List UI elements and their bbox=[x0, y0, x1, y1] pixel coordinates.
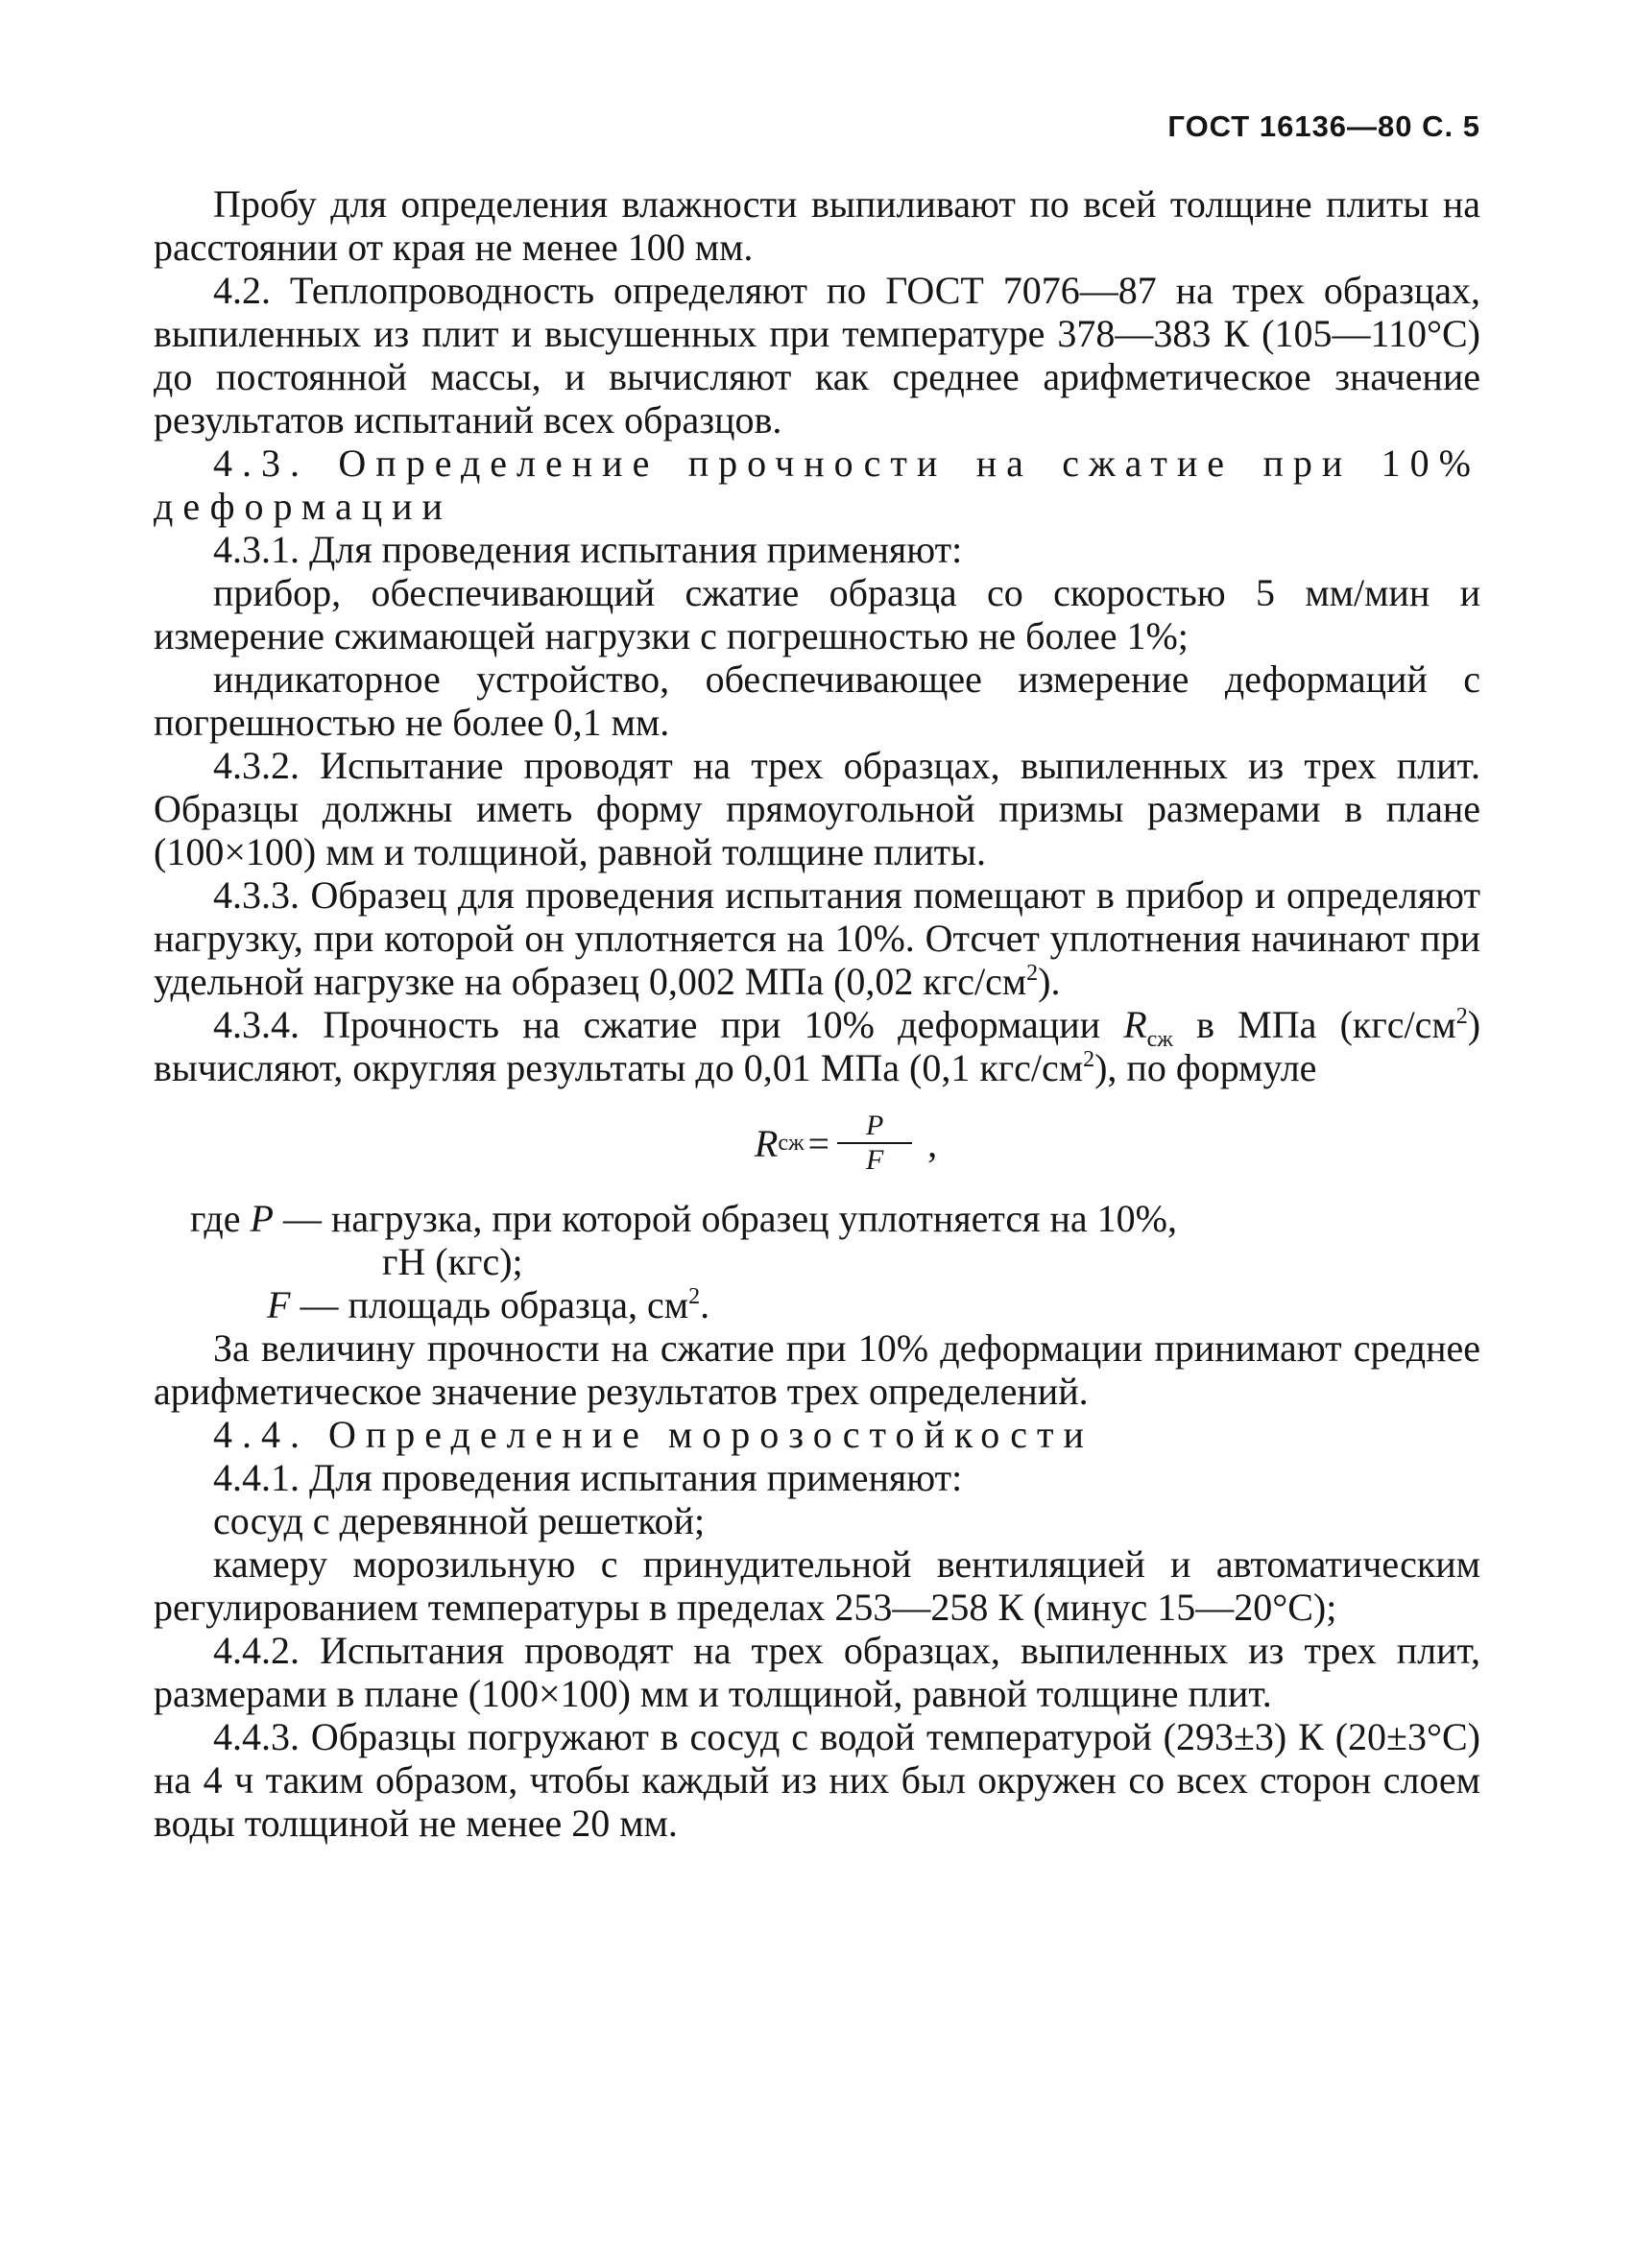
paragraph-result: За величину прочности на сжатие при 10% деформации принимают среднее арифметическое значение результатов трех определений. bbox=[154, 1326, 1480, 1413]
list-item-device: прибор, обеспечивающий сжатие образца со скоростью 5 мм/мин и измерение сжимающей нагрузки с погрешностью не более 1%; bbox=[154, 571, 1480, 657]
page-header: ГОСТ 16136—80 С. 5 bbox=[1167, 109, 1480, 143]
paragraph-4-3-3: 4.3.3. Образец для проведения испытания помещают в прибор и определяют нагрузку, при которой он уплотняется на 10%. Отсчет уплотнения начинают при удельной нагрузке на образец 0,002 МПа (0,02 кгс/$см^2$). bbox=[154, 873, 1480, 1003]
paragraph-4-4-2: 4.4.2. Испытания проводят на трех образцах, выпиленных из трех плит, размерами в плане (100×100) мм и толщиной, равной толщине плит. bbox=[154, 1629, 1480, 1715]
where-p-units: гН (кгс); bbox=[382, 1240, 523, 1283]
formula-equals: = bbox=[807, 1121, 830, 1165]
where-f-definition: F — площадь образца, $см^2$. bbox=[267, 1283, 710, 1326]
formula-strength: R сж = $\frac{P}{F}$ , bbox=[754, 1110, 938, 1176]
list-item-indicator: индикаторное устройство, обеспечивающее измерение деформаций с погрешностью не более 0,1 мм. bbox=[154, 657, 1480, 744]
section-heading-4-3: 4.3. Определение прочности на сжатие при 10% деформации bbox=[154, 442, 1480, 528]
list-item-vessel: сосуд с деревянной решеткой; bbox=[213, 1499, 706, 1542]
paragraph-4-3-1: 4.3.1. Для проведения испытания применяют: bbox=[213, 528, 963, 571]
formula-tail: , bbox=[927, 1121, 938, 1165]
paragraph-4-4-1: 4.4.1. Для проведения испытания применяют: bbox=[213, 1456, 963, 1499]
paragraph-4-2: 4.2. Теплопроводность определяют по ГОСТ 7076—87 на трех образцах, выпиленных из плит и высушенных при температуре 378—383 К (105—110°С) до постоянной массы, и вычисляют как среднее арифметическое значение результатов испытаний всех образцов. bbox=[154, 269, 1480, 442]
paragraph-sample-moisture: Пробу для определения влажности выпиливают по всей толщине плиты на расстоянии от края не менее 100 мм. bbox=[154, 182, 1480, 269]
paragraph-4-3-2: 4.3.2. Испытание проводят на трех образцах, выпиленных из трех плит. Образцы должны иметь форму прямоугольной призмы размерами в плане (100×100) мм и толщиной, равной толщине плиты. bbox=[154, 744, 1480, 873]
formula-numerator: P bbox=[865, 1110, 884, 1141]
list-item-freezer: камеру морозильную с принудительной вентиляцией и автоматическим регулированием температуры в пределах 253—258 К (минус 15—20°С); bbox=[154, 1542, 1480, 1629]
paragraph-4-3-4: 4.3.4. Прочность на сжатие при 10% деформации $R_{сж}$ в МПа $(кгс/см^2)$ вычисляют, округляя результаты до 0,01 МПа (0,1 кгс/$см^2$), по формуле bbox=[154, 1003, 1481, 1089]
section-heading-4-4: 4.4. Определение морозостойкости bbox=[213, 1413, 1093, 1456]
paragraph-4-4-3: 4.4.3. Образцы погружают в сосуд с водой температурой (293±3) К (20±3°С) на 4 ч таким образом, чтобы каждый из них был окружен со всех сторон слоем воды толщиной не менее 20 мм. bbox=[154, 1715, 1480, 1845]
formula-lhs: R bbox=[754, 1121, 779, 1165]
formula-fraction bbox=[837, 1110, 912, 1177]
formula-denominator: F bbox=[865, 1144, 884, 1176]
where-p-definition: где P — нагрузка, при которой образец уплотняется на 10%, bbox=[190, 1197, 1177, 1240]
